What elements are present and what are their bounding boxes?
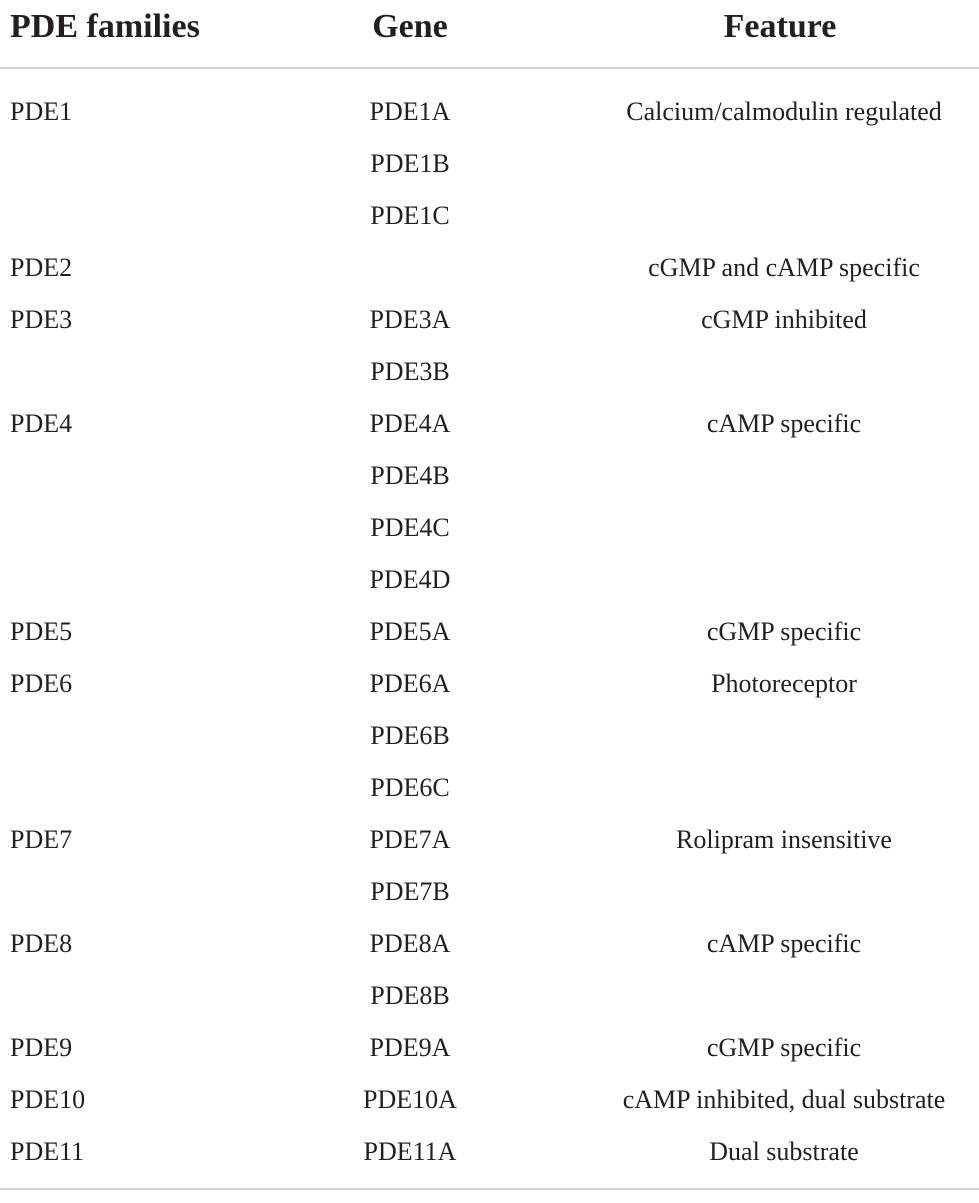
- cell-feature: Calcium/calmodulin regulated: [626, 97, 942, 126]
- cell-feature: Dual substrate: [709, 1137, 859, 1166]
- cell-family: PDE3: [10, 305, 73, 334]
- cell-family: PDE5: [10, 617, 73, 646]
- cell-family: PDE7: [10, 825, 73, 854]
- cell-gene: PDE11A: [363, 1137, 457, 1166]
- cell-gene: PDE1A: [369, 97, 451, 126]
- cell-gene: PDE5A: [369, 617, 451, 646]
- table-row: [0, 138, 979, 190]
- table-body: [0, 86, 979, 1178]
- cell-gene: PDE6B: [370, 721, 450, 750]
- table-row: [0, 346, 979, 398]
- table-row: [0, 1126, 979, 1178]
- table-row: [0, 1074, 979, 1126]
- table-row: [0, 450, 979, 502]
- cell-feature: Photoreceptor: [711, 669, 857, 698]
- table-row: [0, 970, 979, 1022]
- table-row: [0, 190, 979, 242]
- cell-gene: PDE8B: [370, 981, 450, 1010]
- cell-gene: PDE3B: [370, 357, 450, 386]
- table-row: [0, 710, 979, 762]
- cell-feature: cAMP inhibited, dual substrate: [622, 1085, 946, 1114]
- table-bottom-divider: [0, 1188, 979, 1190]
- cell-feature: cGMP inhibited: [701, 305, 867, 334]
- table-row: [0, 1022, 979, 1074]
- cell-family: PDE2: [10, 253, 73, 282]
- cell-feature: Rolipram insensitive: [676, 825, 892, 854]
- cell-family: PDE9: [10, 1033, 73, 1062]
- cell-gene: PDE4B: [370, 461, 450, 490]
- cell-gene: PDE4A: [369, 409, 451, 438]
- header-feature: Feature: [723, 8, 837, 45]
- cell-gene: PDE7B: [370, 877, 450, 906]
- cell-family: PDE10: [10, 1085, 86, 1114]
- table-row: [0, 86, 979, 138]
- cell-feature: cGMP specific: [706, 617, 862, 646]
- table-row: [0, 762, 979, 814]
- cell-feature: cGMP specific: [706, 1033, 862, 1062]
- cell-family: PDE6: [10, 669, 73, 698]
- header-gene: Gene: [372, 8, 448, 45]
- cell-family: PDE1: [10, 97, 73, 126]
- cell-family: PDE11: [10, 1137, 85, 1166]
- cell-gene: PDE4C: [370, 513, 450, 542]
- table-row: [0, 814, 979, 866]
- table-row: [0, 294, 979, 346]
- cell-family: PDE4: [10, 409, 73, 438]
- cell-feature: cGMP and cAMP specific: [648, 253, 920, 282]
- cell-family: PDE8: [10, 929, 73, 958]
- cell-gene: PDE10A: [363, 1085, 457, 1114]
- header-pde-families: PDE families: [10, 8, 200, 45]
- table-row: [0, 554, 979, 606]
- cell-gene: PDE4D: [369, 565, 451, 594]
- cell-feature: cAMP specific: [706, 409, 862, 438]
- cell-gene: PDE7A: [369, 825, 451, 854]
- cell-gene: PDE3A: [369, 305, 451, 334]
- cell-gene: PDE9A: [369, 1033, 451, 1062]
- table-row: [0, 918, 979, 970]
- table-row: [0, 866, 979, 918]
- cell-feature: cAMP specific: [706, 929, 862, 958]
- cell-gene: PDE8A: [369, 929, 451, 958]
- cell-gene: PDE6A: [369, 669, 451, 698]
- table-row: [0, 398, 979, 450]
- cell-gene: PDE1C: [370, 201, 450, 230]
- table-row: [0, 606, 979, 658]
- table-row: [0, 242, 979, 294]
- cell-gene: PDE1B: [370, 149, 450, 178]
- cell-gene: PDE6C: [370, 773, 450, 802]
- table-row: [0, 502, 979, 554]
- header-divider: [0, 67, 979, 69]
- table-row: [0, 658, 979, 710]
